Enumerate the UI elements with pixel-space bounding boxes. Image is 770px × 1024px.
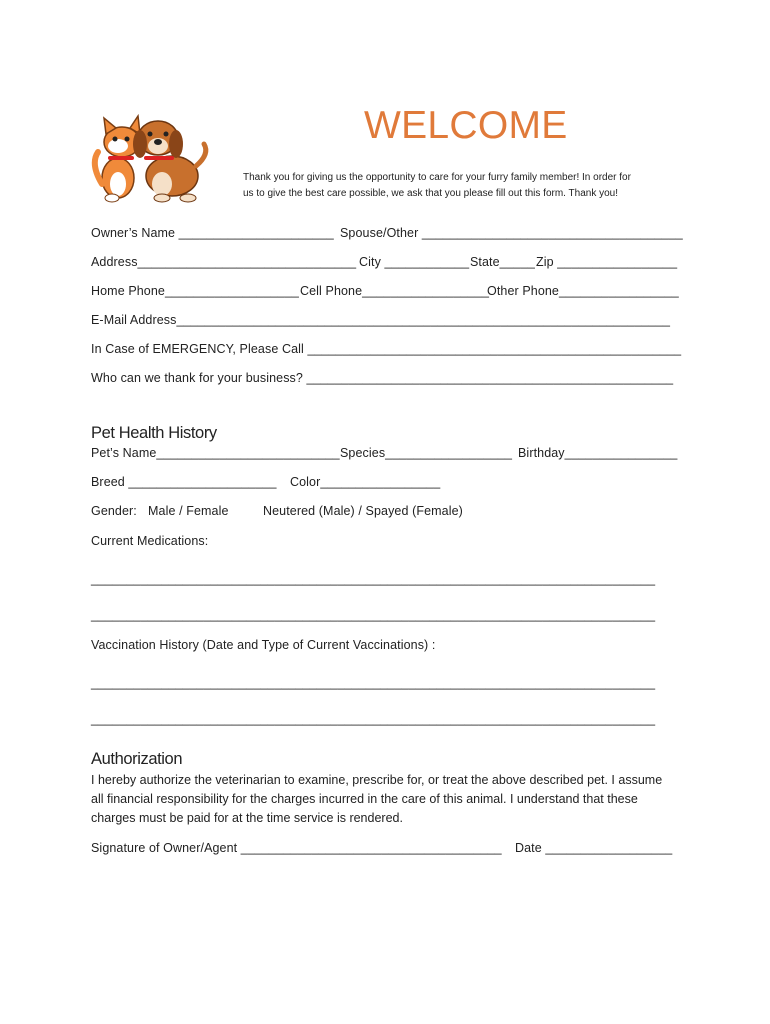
address-field[interactable]: Address_______________________________ — [91, 255, 357, 269]
gender-label: Gender: — [91, 504, 137, 518]
vaccination-line[interactable]: ________________________________________________________________________________ — [91, 676, 656, 690]
page-title: WELCOME — [364, 104, 568, 147]
authorization-line: all financial responsibility for the charges incurred in the care of this animal. I understand that these — [91, 792, 638, 806]
referral-field[interactable]: Who can we thank for your business? ____________________________________________________ — [91, 371, 674, 385]
other-phone-field[interactable]: Other Phone_________________ — [487, 284, 679, 298]
vaccination-line[interactable]: ________________________________________________________________________________ — [91, 712, 656, 726]
intro-line: us to give the best care possible, we ask that you please fill out this form. Thank you! — [243, 188, 619, 199]
email-field[interactable]: E-Mail Address______________________________________________________________________ — [91, 313, 671, 327]
pet-name-field[interactable]: Pet’s Name__________________________ — [91, 446, 340, 460]
cat-and-dog-icon — [88, 114, 218, 204]
zip-field[interactable]: Zip _________________ — [536, 255, 678, 269]
pet-health-heading: Pet Health History — [91, 424, 217, 442]
neutered-options[interactable]: Neutered (Male) / Spayed (Female) — [263, 504, 463, 518]
date-field[interactable]: Date __________________ — [515, 841, 673, 855]
home-phone-field[interactable]: Home Phone___________________ — [91, 284, 299, 298]
intro-line: Thank you for giving us the opportunity to care for your furry family member! In order for — [243, 172, 631, 183]
authorization-line: charges must be paid for at the time service is rendered. — [91, 811, 403, 825]
emergency-contact-field[interactable]: In Case of EMERGENCY, Please Call _____________________________________________________ — [91, 342, 682, 356]
medications-line[interactable]: ________________________________________________________________________________ — [91, 572, 656, 586]
city-field[interactable]: City ____________ — [359, 255, 470, 269]
authorization-text — [91, 771, 681, 828]
breed-field[interactable]: Breed _____________________ — [91, 475, 277, 489]
owners-name-field[interactable]: Owner’s Name ______________________ — [91, 226, 334, 240]
color-field[interactable]: Color_________________ — [290, 475, 441, 489]
gender-options[interactable]: Male / Female — [148, 504, 229, 518]
authorization-line: I hereby authorize the veterinarian to examine, prescribe for, or treat the above described pet. I assume — [91, 773, 663, 787]
birthday-field[interactable]: Birthday________________ — [518, 446, 678, 460]
cell-phone-field[interactable]: Cell Phone__________________ — [300, 284, 490, 298]
intro-text — [243, 170, 673, 202]
medications-line[interactable]: ________________________________________________________________________________ — [91, 608, 656, 622]
species-field[interactable]: Species__________________ — [340, 446, 513, 460]
vaccination-label: Vaccination History (Date and Type of Current Vaccinations) : — [91, 638, 436, 652]
spouse-field[interactable]: Spouse/Other _____________________________________ — [340, 226, 683, 240]
medications-label: Current Medications: — [91, 534, 209, 548]
signature-field[interactable]: Signature of Owner/Agent _____________________________________ — [91, 841, 502, 855]
authorization-heading: Authorization — [91, 750, 183, 768]
state-field[interactable]: State_____ — [470, 255, 535, 269]
